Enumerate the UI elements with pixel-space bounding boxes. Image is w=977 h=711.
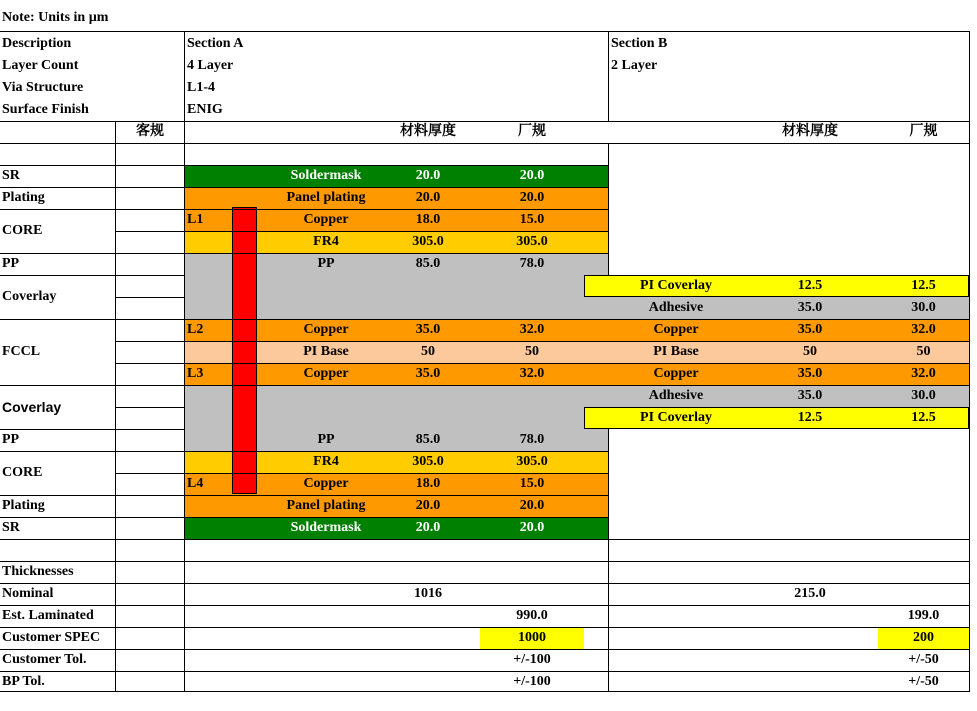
- row-line: [115, 363, 185, 364]
- frame-right: [969, 31, 970, 692]
- a-pi-base-name: PI Base: [303, 344, 349, 359]
- row-line: [115, 407, 185, 408]
- a-soldermask-bottom-name: Soldermask: [290, 520, 362, 535]
- b-pi-base-factory: 50: [916, 344, 931, 359]
- a-plating-bottom-name: Panel plating: [286, 498, 366, 513]
- via-structure-label: Via Structure: [2, 80, 84, 95]
- b-adhesive-top-material: 35.0: [797, 300, 823, 315]
- b-pi-coverlay-bottom-factory: 12.5: [911, 410, 936, 425]
- b-pi-coverlay-top-material: 12.5: [797, 278, 823, 293]
- stack-label-core-bottom: CORE: [2, 465, 43, 480]
- customer-tol-label: Customer Tol.: [2, 652, 87, 667]
- a-copper-l1-material: 18.0: [415, 212, 441, 227]
- row-line: [0, 429, 185, 430]
- row-line: [0, 275, 185, 276]
- bp-tol-a: +/-100: [513, 674, 551, 689]
- via-structure-a: L1-4: [187, 80, 215, 95]
- a-plating-top-factory: 20.0: [519, 190, 545, 205]
- bp-tol-b: +/-50: [908, 674, 939, 689]
- a-copper-l2-name: Copper: [303, 322, 349, 337]
- row-line: [115, 231, 185, 232]
- row-line: [0, 561, 970, 562]
- row-line: [0, 385, 185, 386]
- section-b-title: Section B: [611, 36, 668, 51]
- a-copper-l2-factory: 32.0: [519, 322, 545, 337]
- row-line: [115, 297, 185, 298]
- layer-count-a: 4 Layer: [187, 58, 234, 73]
- a-soldermask-bottom-factory: 20.0: [519, 520, 545, 535]
- b-pi-coverlay-top-factory: 12.5: [911, 278, 936, 293]
- thicknesses-label: Thicknesses: [2, 564, 74, 579]
- frame-top: [0, 31, 970, 32]
- nominal-label: Nominal: [2, 586, 54, 601]
- surface-finish-label: Surface Finish: [2, 102, 89, 117]
- b-copper-bottom-material: 35.0: [797, 366, 823, 381]
- band-line: [608, 429, 609, 539]
- a-pi-base-material: 50: [421, 344, 435, 359]
- stack-label-pp-top: PP: [2, 256, 20, 271]
- customer-tol-a: +/-100: [513, 652, 551, 667]
- a-pp-top-factory: 78.0: [519, 256, 545, 271]
- row-line: [0, 517, 185, 518]
- b-adhesive-bottom-material: 35.0: [797, 388, 823, 403]
- b-factory-col-header: 厂规: [909, 124, 938, 139]
- a-fr4-top-factory: 305.0: [516, 234, 548, 249]
- b-copper-bottom-factory: 32.0: [911, 366, 936, 381]
- layer-tag-l4: L4: [187, 476, 204, 491]
- row-line: [0, 539, 970, 540]
- layer-tag-l2: L2: [187, 322, 204, 337]
- customer-spec-b: 200: [913, 630, 934, 645]
- b-copper-top-material: 35.0: [797, 322, 823, 337]
- b-adhesive-bottom-factory: 30.0: [911, 388, 936, 403]
- a-fr4-top-name: FR4: [313, 234, 339, 249]
- b-copper-top-name: Copper: [653, 322, 699, 337]
- stack-label-sr-top: SR: [2, 168, 20, 183]
- est-laminated-b: 199.0: [907, 608, 940, 623]
- stack-label-coverlay-bottom: Coverlay: [2, 399, 62, 415]
- stack-label-core-top: CORE: [2, 223, 43, 238]
- row-line: [0, 451, 185, 452]
- layer-count-label: Layer Count: [2, 58, 79, 73]
- b-pi-coverlay-bottom-name: PI Coverlay: [640, 410, 712, 425]
- stack-label-plating-top: Plating: [2, 190, 45, 205]
- est-laminated-label: Est. Laminated: [2, 608, 94, 623]
- a-pp-bottom-factory: 78.0: [519, 432, 545, 447]
- nominal-b: 215.0: [794, 586, 826, 601]
- a-fr4-top-material: 305.0: [412, 234, 444, 249]
- a-fr4-bottom-name: FR4: [313, 454, 339, 469]
- b-copper-bottom-name: Copper: [653, 366, 699, 381]
- a-copper-l3-material: 35.0: [415, 366, 441, 381]
- a-copper-l4-material: 18.0: [415, 476, 441, 491]
- a-soldermask-bottom-material: 20.0: [415, 520, 441, 535]
- a-plating-top-name: Panel plating: [286, 190, 366, 205]
- a-pp-top-name: PP: [317, 256, 335, 271]
- a-copper-l1-name: Copper: [303, 212, 349, 227]
- a-plating-bottom-factory: 20.0: [519, 498, 545, 513]
- stack-label-pp-bottom: PP: [2, 432, 20, 447]
- b-pi-base-material: 50: [803, 344, 817, 359]
- stack-label-fccl: FCCL: [2, 344, 41, 359]
- b-copper-top-factory: 32.0: [911, 322, 936, 337]
- a-copper-l3-factory: 32.0: [519, 366, 545, 381]
- row-line: [0, 253, 185, 254]
- col-sep-a: [184, 31, 185, 692]
- a-copper-l2-material: 35.0: [415, 322, 441, 337]
- stack-label-plating-bottom: Plating: [2, 498, 45, 513]
- customer-spec-col-header: 客规: [136, 124, 164, 139]
- a-soldermask-top-factory: 20.0: [519, 168, 545, 183]
- units-note: Note: Units in µm: [2, 10, 109, 25]
- section-a-title: Section A: [187, 36, 244, 51]
- a-fr4-bottom-factory: 305.0: [516, 454, 548, 469]
- b-pi-coverlay-bottom-material: 12.5: [797, 410, 823, 425]
- b-material-col-header: 材料厚度: [782, 124, 838, 139]
- a-plating-top-material: 20.0: [415, 190, 441, 205]
- row-line: [0, 209, 185, 210]
- a-copper-l4-name: Copper: [303, 476, 349, 491]
- row-line: [0, 319, 185, 320]
- a-pp-top-material: 85.0: [415, 256, 441, 271]
- description-label: Description: [2, 36, 72, 51]
- row-line: [115, 473, 185, 474]
- a-copper-l4-factory: 15.0: [519, 476, 545, 491]
- layer-tag-l3: L3: [187, 366, 204, 381]
- b-adhesive-bottom-name: Adhesive: [648, 388, 704, 403]
- row-line: [115, 341, 185, 342]
- colhead-divider: [0, 143, 970, 144]
- customer-spec-label: Customer SPEC: [2, 630, 101, 645]
- a-soldermask-top-name: Soldermask: [290, 168, 362, 183]
- layer-count-b: 2 Layer: [611, 58, 658, 73]
- a-factory-col-header: 厂规: [518, 124, 546, 139]
- a-fr4-bottom-material: 305.0: [412, 454, 444, 469]
- bp-tol-label: BP Tol.: [2, 674, 45, 689]
- a-material-col-header: 材料厚度: [400, 124, 456, 139]
- customer-tol-b: +/-50: [908, 652, 939, 667]
- b-pi-coverlay-top-name: PI Coverlay: [640, 278, 712, 293]
- b-pi-base-name: PI Base: [653, 344, 699, 359]
- customer-spec-a: 1000: [518, 630, 546, 645]
- est-laminated-a: 990.0: [516, 608, 548, 623]
- row-line: [0, 165, 185, 166]
- stack-label-sr-bottom: SR: [2, 520, 20, 535]
- b-adhesive-top-name: Adhesive: [648, 300, 704, 315]
- stack-label-coverlay-top: Coverlay: [2, 289, 57, 304]
- a-pp-bottom-material: 85.0: [415, 432, 441, 447]
- a-pp-bottom-name: PP: [317, 432, 335, 447]
- layer-tag-l1: L1: [187, 212, 204, 227]
- nominal-a: 1016: [414, 586, 442, 601]
- surface-finish-a: ENIG: [187, 102, 223, 117]
- a-copper-l1-factory: 15.0: [519, 212, 545, 227]
- a-pi-base-factory: 50: [525, 344, 539, 359]
- a-soldermask-top-material: 20.0: [415, 168, 441, 183]
- a-copper-l3-name: Copper: [303, 366, 349, 381]
- b-adhesive-top-factory: 30.0: [911, 300, 936, 315]
- a-plating-bottom-material: 20.0: [415, 498, 441, 513]
